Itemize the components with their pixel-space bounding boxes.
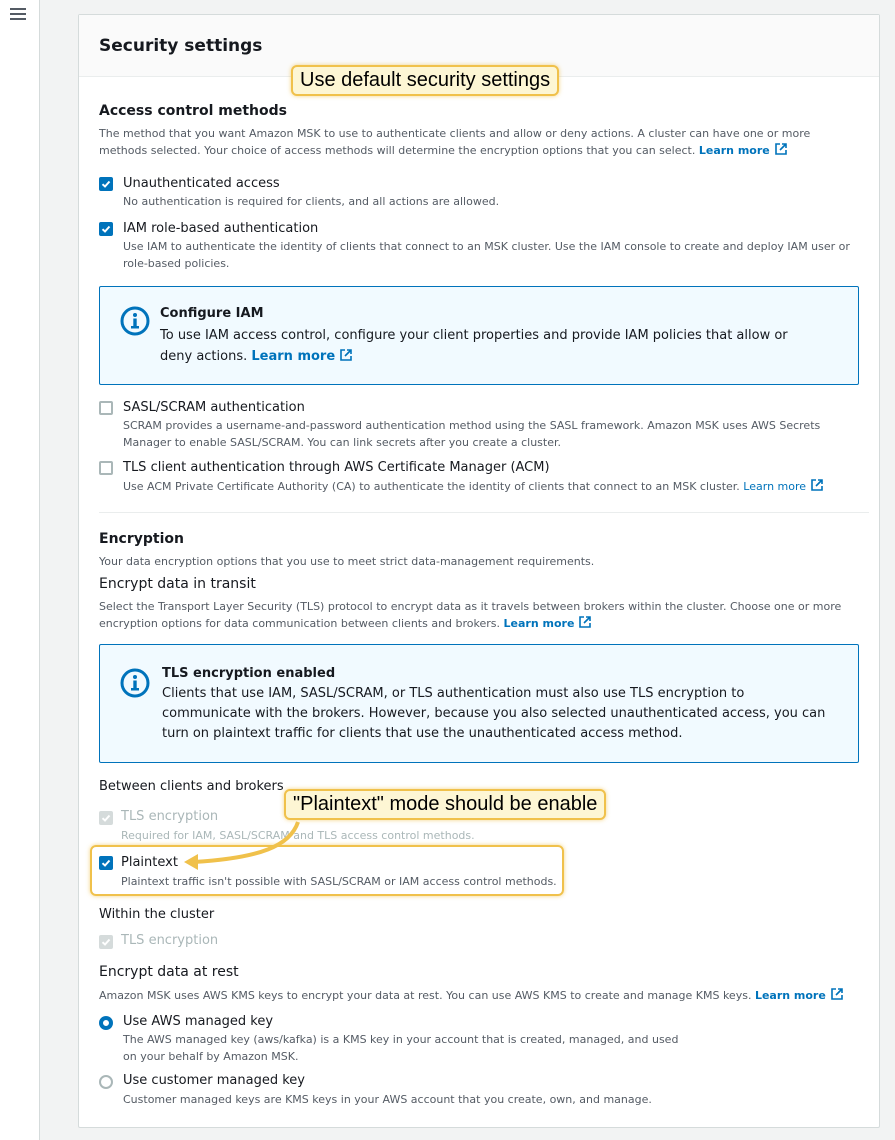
- configure-iam-text: To use IAM access control, configure your client properties and provide IAM policies that allow or deny actions. Learn more: [160, 328, 788, 364]
- iam-auth-label: IAM role-based authentication: [123, 221, 319, 236]
- info-icon: [120, 306, 150, 336]
- tls-encryption-info-box: [99, 644, 859, 763]
- unauthenticated-access-label: Unauthenticated access: [123, 176, 280, 191]
- access-learn-more-link[interactable]: Learn more: [698, 144, 770, 157]
- sasl-scram-checkbox[interactable]: [99, 401, 113, 415]
- encrypt-rest-title: Encrypt data at rest: [99, 964, 239, 980]
- access-control-description: The method that you want Amazon MSK to use to authenticate clients and allow or deny actions. A cluster can have one or more methods selected. Your choice of access methods will determine the encryption options that you can select. Learn more: [99, 127, 811, 157]
- external-link-icon: [830, 987, 844, 1001]
- plaintext-label: Plaintext: [121, 855, 178, 870]
- external-link-icon: [810, 478, 824, 492]
- encryption-title: Encryption: [99, 531, 184, 547]
- external-link-icon: [578, 615, 592, 629]
- configure-iam-title: Configure IAM: [160, 306, 264, 321]
- iam-learn-more-link[interactable]: Learn more: [251, 349, 336, 364]
- transit-learn-more-link[interactable]: Learn more: [503, 617, 575, 630]
- checkmark-icon: [101, 937, 111, 947]
- sasl-scram-label: SASL/SCRAM authentication: [123, 400, 305, 415]
- external-link-icon: [774, 142, 788, 156]
- info-icon: [120, 668, 150, 698]
- annotation-arrow-icon: [180, 818, 310, 874]
- unauthenticated-access-checkbox[interactable]: [99, 177, 113, 191]
- side-navigation-rail: [0, 0, 40, 1140]
- customer-managed-key-radio[interactable]: [99, 1075, 113, 1089]
- within-cluster-label: Within the cluster: [99, 907, 215, 922]
- sasl-scram-desc: SCRAM provides a username-and-password authentication method using the SASL framework. Amazon MSK uses AWS Secrets Manager to enable SASL/SCRAM. You can link secrets after you create a cluster.: [123, 419, 821, 449]
- between-tls-checkbox: [99, 811, 113, 825]
- customer-managed-key-desc: Customer managed keys are KMS keys in your AWS account that you create, own, and manage.: [123, 1093, 652, 1106]
- aws-managed-key-radio[interactable]: [99, 1016, 113, 1030]
- rest-learn-more-link[interactable]: Learn more: [754, 989, 826, 1002]
- encrypt-rest-description: Amazon MSK uses AWS KMS keys to encrypt your data at rest. You can use AWS KMS to create and manage KMS keys. Learn more: [99, 987, 869, 1004]
- within-tls-label: TLS encryption: [121, 933, 219, 948]
- aws-managed-key-desc: The AWS managed key (aws/kafka) is a KMS key in your account that is created, managed, and used on your behalf by Amazon MSK.: [123, 1033, 679, 1063]
- annotation-plaintext-enable: "Plaintext" mode should be enable: [284, 789, 606, 820]
- configure-iam-info-box: [99, 286, 859, 385]
- encrypt-transit-description: Select the Transport Layer Security (TLS) protocol to encrypt data as it travels between brokers within the cluster. Choose one or more encryption options for data communication between clients and brokers. Learn more: [99, 600, 842, 630]
- annotation-default-security: Use default security settings: [291, 65, 559, 96]
- tls-client-auth-label: TLS client authentication through AWS Certificate Manager (ACM): [123, 460, 550, 475]
- tls-client-auth-checkbox[interactable]: [99, 461, 113, 475]
- iam-auth-checkbox[interactable]: [99, 222, 113, 236]
- checkmark-icon: [101, 224, 111, 234]
- acm-learn-more-link[interactable]: Learn more: [743, 480, 807, 493]
- encryption-description: Your data encryption options that you use to meet strict data-management requirements.: [99, 555, 595, 568]
- plaintext-desc: Plaintext traffic isn't possible with SASL/SCRAM or IAM access control methods.: [121, 875, 557, 888]
- iam-auth-desc: Use IAM to authenticate the identity of clients that connect to an MSK cluster. Use the IAM console to create and deploy IAM user or role-based policies.: [123, 240, 850, 270]
- unauthenticated-access-desc: No authentication is required for clients, and all actions are allowed.: [123, 195, 500, 208]
- annotation-plaintext-highlight: [90, 845, 564, 896]
- hamburger-menu-icon[interactable]: [10, 8, 26, 22]
- checkmark-icon: [101, 813, 111, 823]
- security-settings-panel: [78, 14, 880, 1128]
- within-tls-checkbox: [99, 935, 113, 949]
- tls-info-title: TLS encryption enabled: [162, 666, 336, 681]
- aws-managed-key-label: Use AWS managed key: [123, 1014, 274, 1029]
- between-tls-label: TLS encryption: [121, 809, 219, 824]
- tls-info-text: Clients that use IAM, SASL/SCRAM, or TLS authentication must also use TLS encryption to communicate with the brokers. However, because you also selected unauthenticated access, you can turn on plaintext traffic for clients that use the unauthenticated access method.: [162, 686, 826, 741]
- checkmark-icon: [101, 179, 111, 189]
- section-divider: [99, 512, 869, 513]
- external-link-icon: [339, 348, 353, 362]
- between-tls-desc: Required for IAM, SASL/SCRAM and TLS access control methods.: [121, 829, 475, 842]
- tls-client-auth-desc: Use ACM Private Certificate Authority (CA) to authenticate the identity of clients that connect to an MSK cluster. Learn more: [123, 478, 853, 495]
- customer-managed-key-label: Use customer managed key: [123, 1073, 305, 1088]
- encrypt-transit-title: Encrypt data in transit: [99, 576, 256, 592]
- access-control-title: Access control methods: [99, 103, 287, 119]
- between-clients-label: Between clients and brokers: [99, 779, 284, 794]
- page-title: Security settings: [99, 36, 263, 56]
